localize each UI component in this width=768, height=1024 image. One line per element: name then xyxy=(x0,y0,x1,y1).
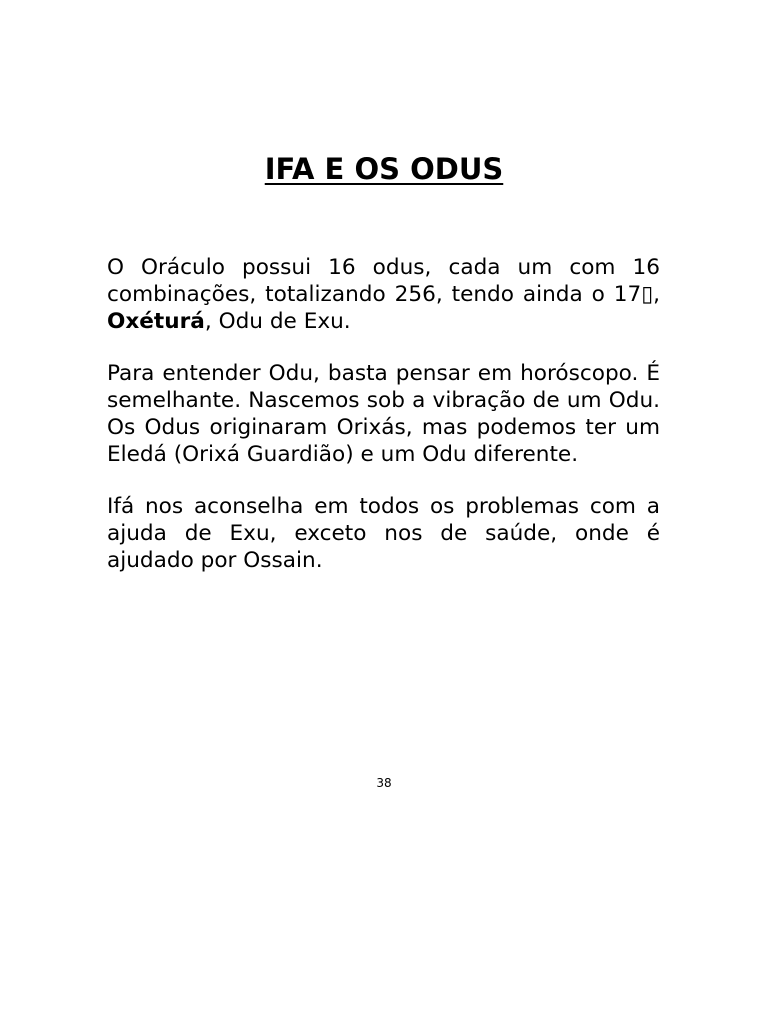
oxetura-term: Oxéturá xyxy=(107,309,205,334)
paragraph-ifa: Ifá nos aconselha em todos os problemas com a ajuda de Exu, exceto nos de saúde, onde é ajudado por Ossain. xyxy=(107,494,660,573)
paragraph-oracle xyxy=(107,254,660,335)
paragraph-oracle-start: O Oráculo possui 16 odus, cada um com 16 combinações, totalizando 256, tendo ainda o 17▯, xyxy=(107,255,660,307)
paragraph-odu: Para entender Odu, basta pensar em horóscopo. É semelhante. Nascemos sob a vibração de um Odu. Os Odus originaram Orixás, mas podemos ter um Eledá (Orixá Guardião) e um Odu diferente. xyxy=(107,361,660,467)
paragraph-oracle-end: , Odu de Exu. xyxy=(204,309,351,334)
page-number: 38 xyxy=(376,776,392,790)
page-title-text: IFA E OS ODUS xyxy=(264,152,504,186)
document-body xyxy=(107,254,660,599)
page-title xyxy=(0,150,768,188)
